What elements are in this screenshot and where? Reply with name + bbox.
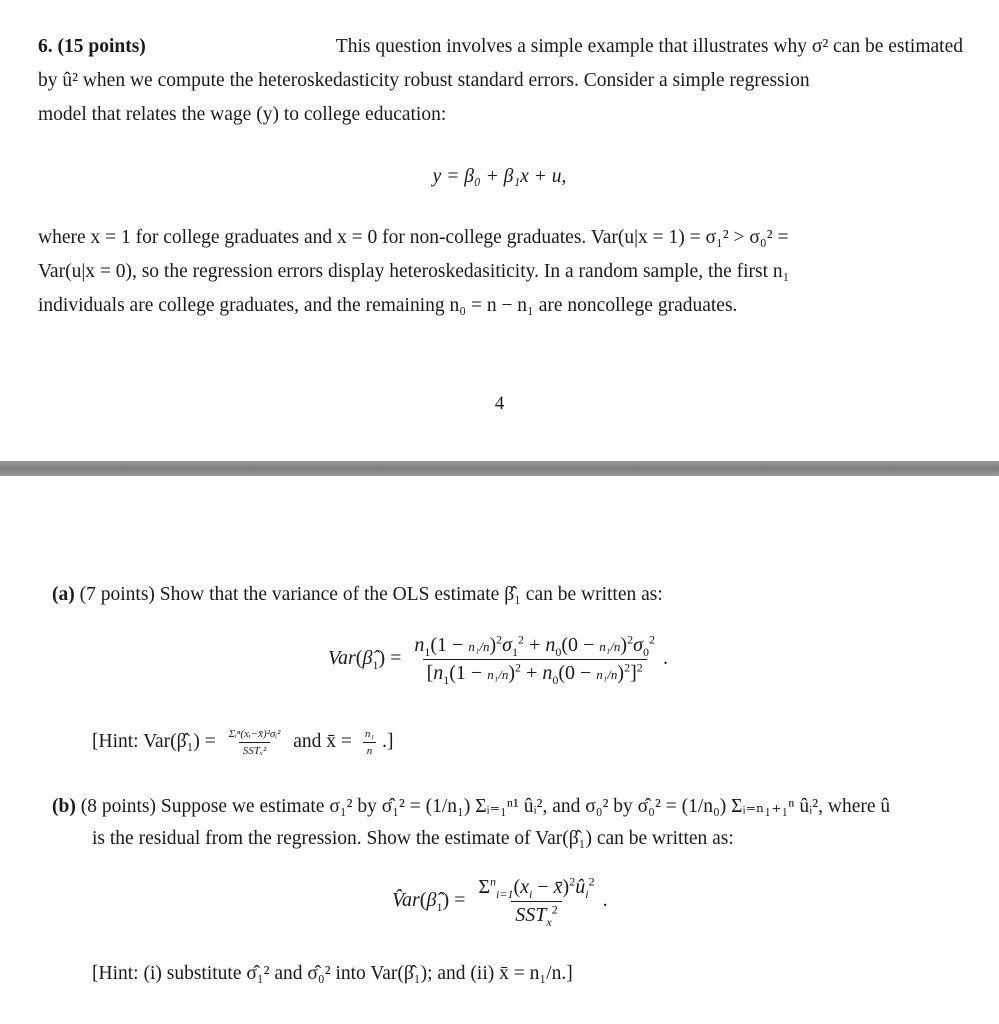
part-b-estimate-formula: $V̂ar(\betâ_1)$ = $\frac{\Sigma^n_{i=1}(x_i - x̄)^2û_i^2}{SST_x^2}$ . [392,874,608,929]
part-a-hint-suffix: .] [382,730,394,752]
model-equation: y = β₀ + β₁x + u, [432,166,567,187]
part-b-points: (8 points) [80,796,157,817]
where-line-2: Var(u|x = 0), so the regression errors display heteroskedasiticity. In a random sample, the first n₁ [38,261,790,282]
question-points: (15 points) [57,36,146,57]
question-number: 6. [38,36,53,57]
part-a-hint-prefix: [Hint: Var(β̂₁) = [92,730,216,752]
part-b-heading [52,794,890,818]
part-a-hint-and: and x̄ = [293,730,352,752]
part-a-variance-formula: $Var(\betâ_1)$ = $\frac{n_1(1 - n_1/n)^2\sigma_1^2 + n_0(0 - n_1/n)^2\sigma_0^2}{[n_1(1 - n_1/n)^2 + n_0(0 - n_1/n)^2]^2}$ . [328,632,668,687]
where-line-1: where x = 1 for college graduates and x = 0 for non-college graduates. Var(u|x = 1) = σ₁² > σ₀² = [38,227,789,248]
intro-line-2: by û² when we compute the heteroskedasticity robust standard errors. Consider a simple regression [38,70,810,91]
part-a-text: Show that the variance of the OLS estimate β̂₁ can be written as: [159,584,663,605]
part-b-label: (b) [52,796,76,817]
page-divider [0,461,999,476]
part-b-text-line-1: Suppose we estimate σ₁² by σ̂₁² = (1/n₁) Σᵢ₌₁ⁿ¹ ûᵢ², and σ₀² by σ̂₀² = (1/n₀) Σᵢ₌ₙ₁₊₁ⁿ ûᵢ², where û [160,796,891,817]
part-a-hint: [Hint: Var(β̂₁) = $\frac{\text{Σᵢⁿ(xᵢ−x̄)²σᵢ²}}{\text{SSTₓ²}}$ and x̄ = $\frac{\text{n₁}}{n}$ .] [92,728,394,757]
question-line-1 [38,35,963,59]
part-a-hint-numerator: Σᵢⁿ(xᵢ−x̄)²σᵢ² [228,728,281,740]
part-b-text-line-2: is the residual from the regression. Show the estimate of Var(β̂₁) can be written as: [92,828,734,849]
page-number: 4 [494,393,505,414]
intro-line-3: model that relates the wage (y) to college education: [38,104,447,125]
part-a-points: (7 points) [79,584,155,605]
part-a-heading [52,584,663,606]
part-a-label: (a) [52,584,75,605]
part-a-hint-denominator: SSTₓ² [239,742,271,757]
part-b-hint: [Hint: (i) substitute σ̂₁² and σ̂₀² into Var(β̂₁); and (ii) x̄ = n₁/n.] [92,963,573,984]
intro-line-1: This question involves a simple example that illustrates why σ² can be estimated [335,36,963,57]
where-line-3: individuals are college graduates, and the remaining n₀ = n − n₁ are noncollege graduates. [38,295,738,316]
